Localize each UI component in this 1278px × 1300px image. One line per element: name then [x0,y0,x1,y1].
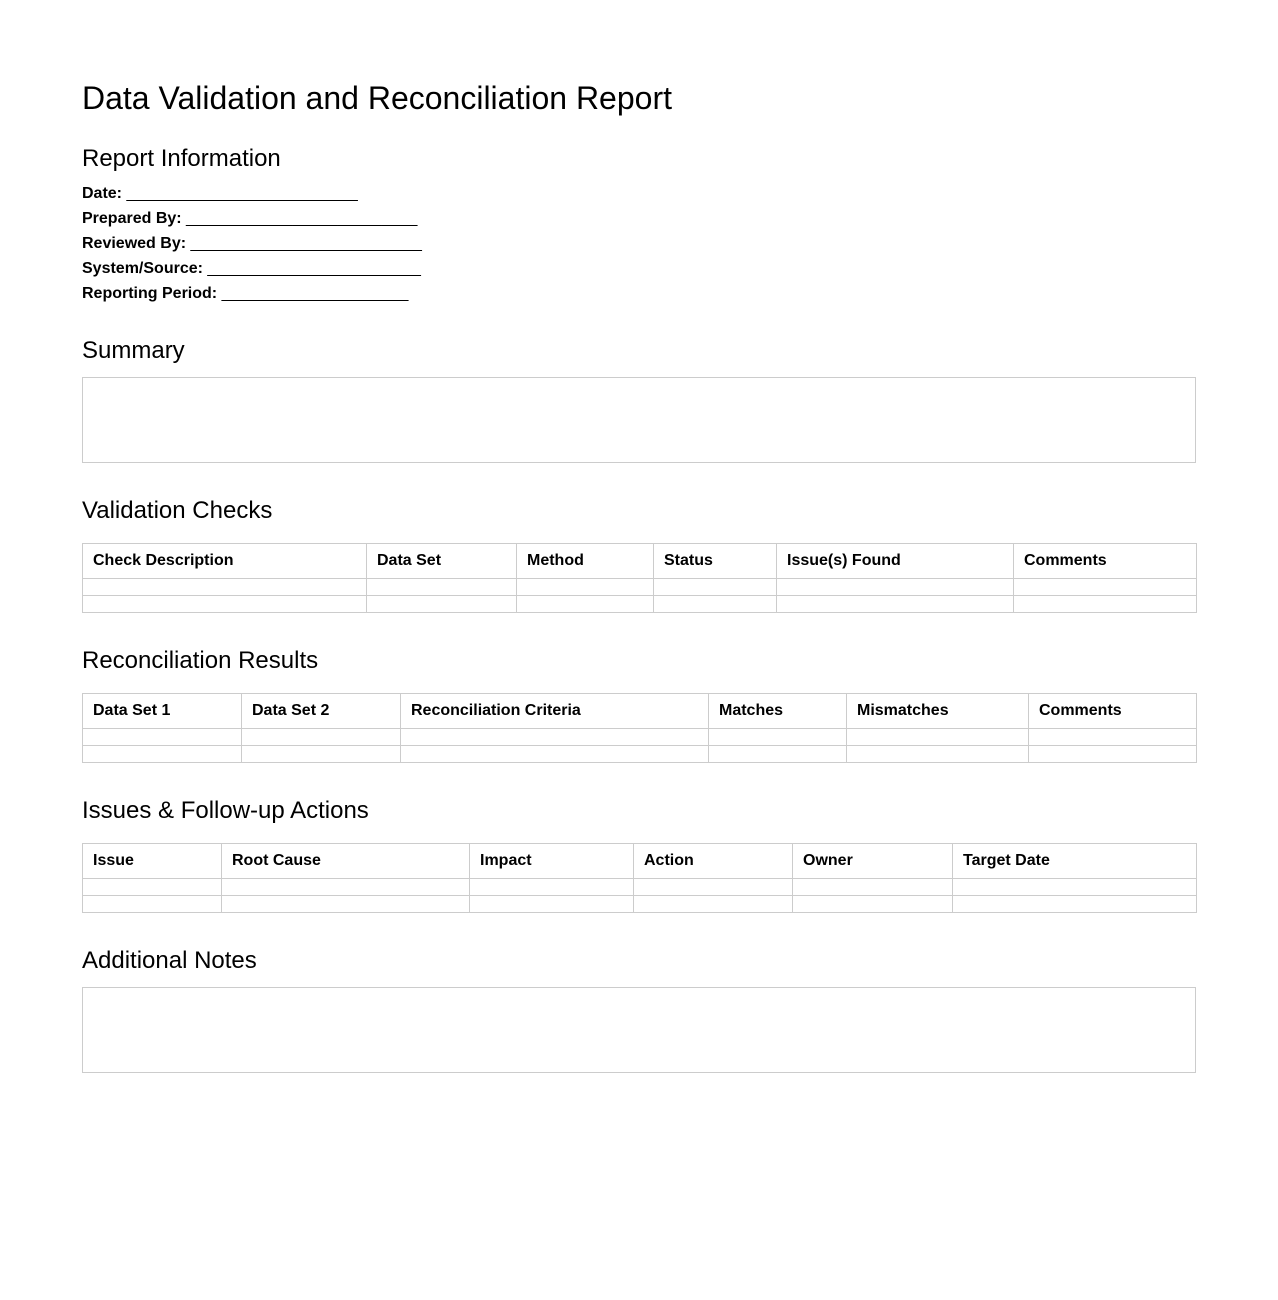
reporting-period-blank[interactable]: _____________________ [221,285,409,302]
system-source-blank[interactable]: ________________________ [207,260,421,277]
summary-heading: Summary [82,337,185,364]
table-cell[interactable] [242,746,401,763]
prepared-by-label: Prepared By: [82,210,182,227]
table-cell[interactable] [793,896,953,913]
report-information-heading: Report Information [82,145,281,172]
table-cell[interactable] [222,879,470,896]
prepared-by-blank[interactable]: __________________________ [186,210,418,227]
table-cell[interactable] [83,579,367,596]
table-cell[interactable] [709,746,847,763]
table-row [83,579,1197,596]
column-header: Issue [83,844,222,879]
table-cell[interactable] [777,596,1014,613]
reconciliation-results-table [82,693,1197,763]
table-header-row [83,544,1197,579]
table-row [83,729,1197,746]
column-header: Owner [793,844,953,879]
table-cell[interactable] [953,896,1197,913]
column-header: Reconciliation Criteria [401,694,709,729]
summary-box[interactable] [82,377,1196,463]
table-cell[interactable] [470,879,634,896]
column-header: Status [654,544,777,579]
table-cell[interactable] [83,729,242,746]
table-cell[interactable] [83,746,242,763]
table-row [83,879,1197,896]
column-header: Action [634,844,793,879]
table-cell[interactable] [847,729,1029,746]
date-label: Date: [82,185,123,202]
table-cell[interactable] [654,579,777,596]
reporting-period-field[interactable] [82,284,408,304]
table-cell[interactable] [401,746,709,763]
table-cell[interactable] [1014,596,1197,613]
table-cell[interactable] [953,879,1197,896]
table-cell[interactable] [470,896,634,913]
table-cell[interactable] [1029,729,1197,746]
column-header: Data Set 2 [242,694,401,729]
table-cell[interactable] [83,879,222,896]
table-cell[interactable] [1014,579,1197,596]
table-header-row [83,844,1197,879]
column-header: Method [517,544,654,579]
table-cell[interactable] [517,579,654,596]
table-cell[interactable] [517,596,654,613]
report-title: Data Validation and Reconciliation Report [82,80,672,116]
column-header: Target Date [953,844,1197,879]
table-cell[interactable] [634,879,793,896]
column-header: Issue(s) Found [777,544,1014,579]
table-cell[interactable] [222,896,470,913]
table-cell[interactable] [367,579,517,596]
issues-actions-heading: Issues & Follow-up Actions [82,797,369,824]
table-cell[interactable] [401,729,709,746]
table-cell[interactable] [242,729,401,746]
table-cell[interactable] [847,746,1029,763]
table-row [83,746,1197,763]
table-row [83,596,1197,613]
table-cell[interactable] [367,596,517,613]
table-cell[interactable] [1029,746,1197,763]
system-source-field[interactable] [82,259,421,279]
date-field[interactable] [82,184,358,204]
column-header: Mismatches [847,694,1029,729]
table-header-row [83,694,1197,729]
column-header: Data Set 1 [83,694,242,729]
table-cell[interactable] [777,579,1014,596]
column-header: Comments [1014,544,1197,579]
additional-notes-heading: Additional Notes [82,947,257,974]
table-row [83,896,1197,913]
validation-checks-table [82,543,1197,613]
table-cell[interactable] [83,596,367,613]
system-source-label: System/Source: [82,260,203,277]
validation-checks-heading: Validation Checks [82,497,273,524]
table-cell[interactable] [654,596,777,613]
reporting-period-label: Reporting Period: [82,285,218,302]
column-header: Data Set [367,544,517,579]
table-cell[interactable] [83,896,222,913]
reviewed-by-blank[interactable]: __________________________ [190,235,422,252]
additional-notes-box[interactable] [82,987,1196,1073]
prepared-by-field[interactable] [82,209,417,229]
column-header: Impact [470,844,634,879]
table-cell[interactable] [634,896,793,913]
reviewed-by-field[interactable] [82,234,422,254]
table-cell[interactable] [709,729,847,746]
column-header: Check Description [83,544,367,579]
date-blank[interactable]: __________________________ [126,185,358,202]
reconciliation-results-heading: Reconciliation Results [82,647,319,674]
reviewed-by-label: Reviewed By: [82,235,187,252]
column-header: Matches [709,694,847,729]
issues-actions-table [82,843,1197,913]
column-header: Comments [1029,694,1197,729]
column-header: Root Cause [222,844,470,879]
table-cell[interactable] [793,879,953,896]
